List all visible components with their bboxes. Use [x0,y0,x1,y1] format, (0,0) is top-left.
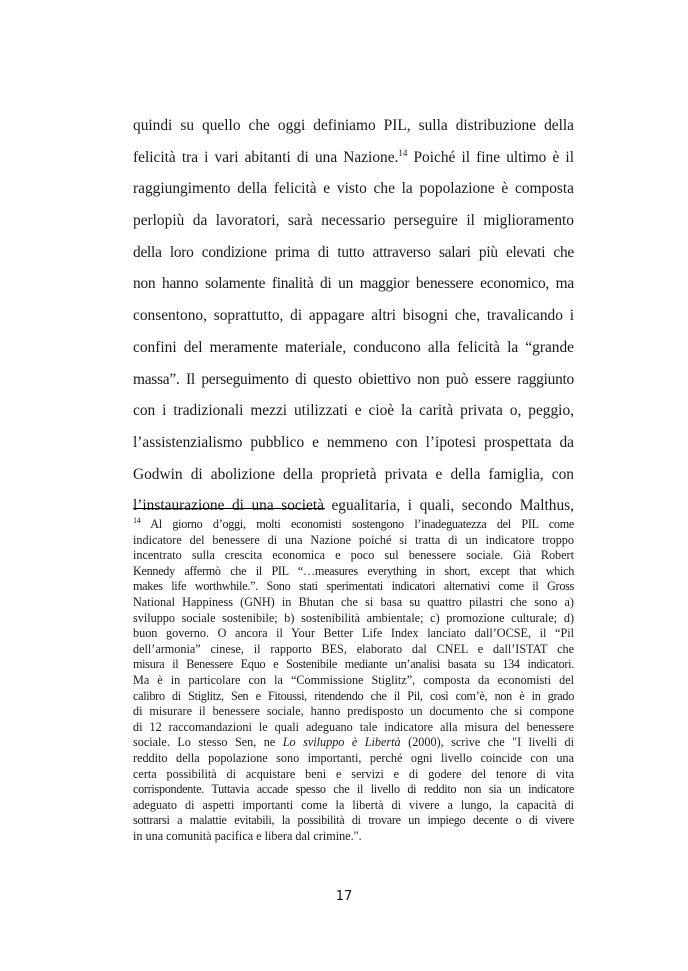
footnote-line: reddito della popolazione sono importanti, perché ogni livello coincide con una [133,750,574,765]
footnote-line: dell’armonia” cinese, il rapporto BES, elaborato dal CNEL e dall’ISTAT che [133,641,574,656]
footnote-line: buon governo. O ancora il Your Better Life Index lanciato dall’OCSE, il “Pil [133,626,574,641]
footnote-line: indicatore del benessere di una Nazione poiché si tratta di un indicatore troppo [133,532,574,547]
body-line: della loro condizione prima di tutto attraverso salari più elevati che [133,243,574,261]
footnote-number: 14 [133,515,141,525]
body-line: l’assistenzialismo pubblico e nemmeno con l’ipotesi prospettata da [133,433,574,451]
footnote-line [133,517,574,533]
footnote-line: sottrarsi a malattie evitabili, la possibilità di trovare un impiego decente o di vivere [133,813,574,828]
footnote-line: National Happiness (GNH) in Bhutan che si basa su quattro pilastri che sono a) [133,594,574,609]
body-line: raggiungimento della felicità e visto che la popolazione è composta [133,180,574,198]
footnote-line: sviluppo sociale sostenibile; b) sostenibilità ambientale; c) promozione culturale; d) [133,610,574,625]
body-line: Godwin di abolizione della proprietà privata e della famiglia, con [133,465,574,483]
footnote-separator [133,508,325,509]
body-line: l’instaurazione di una società egualitaria, i quali, secondo Malthus, [133,497,574,515]
body-line: perlopiù da lavoratori, sarà necessario perseguire il miglioramento [133,212,574,230]
footnote-line: Ma è in particolare con la “Commissione Stiglitz”, composta da economisti del [133,672,574,687]
body-line: consentono, soprattutto, di appagare altri bisogni che, travalicando i [133,307,574,325]
footnote-line: certa possibilità di acquistare beni e servizi e di godere del tenore di vita [133,766,574,781]
footnote-line [133,735,574,751]
footnote-line: di 12 raccomandazioni le quali adeguano tale indicatore alla misura del benessere [133,719,574,734]
body-text-fragment: felicità tra i vari abitanti di una Nazione. [133,148,399,166]
page-number: 17 [335,889,353,904]
footnote [133,517,574,844]
footnote-reference[interactable]: 14 [398,147,408,158]
body-line: quindi su quello che oggi definiamo PIL, sulla distribuzione della [133,117,574,134]
footnote-line: di misurare il benessere sociale, hanno predisposto un documento che si compone [133,704,574,719]
footnote-line: adeguato di aspetti importanti come la libertà di vivere a lungo, la capacità di [133,797,574,812]
footnote-line: in una comunità pacifica e libera dal crimine.". [133,828,362,843]
footnote-text-fragment: Al giorno d’oggi, molti economisti sostengono l’inadeguatezza del PIL come [140,517,574,531]
body-text-fragment: Poiché il fine ultimo è il [407,148,574,166]
body-line [133,142,574,174]
footnote-text-fragment: (2000), scrive che "I livelli di [400,735,575,750]
footnote-line: misura il Benessere Equo e Sostenibile mediante un’analisi basata su 134 indicatori. [133,657,574,672]
body-line: non hanno solamente finalità di un maggior benessere economico, ma [133,275,574,293]
footnote-line: corrispondente. Tuttavia accade spesso che il livello di reddito non sia un indicatore [133,782,574,797]
body-paragraph [133,110,574,522]
footnote-line: makes life worthwhile.”. Sono stati sperimentati indicatori alternativi come il Gross [133,579,574,594]
footnote-line: calibro di Stiglitz, Sen e Fitoussi, ritendendo che il Pil, così com’è, non è in grado [133,688,574,703]
footnote-text-fragment: sociale. Lo stesso Sen, ne [133,735,283,750]
body-line: con i tradizionali mezzi utilizzati e cioè la carità privata o, peggio, [133,402,574,420]
body-line: massa”. Il perseguimento di questo obiettivo non può essere raggiunto [133,370,574,388]
book-title: Lo sviluppo è Libertà [282,735,401,750]
footnote-line: incentrato sulla crescita economica e poco sul benessere sociale. Già Robert [133,548,574,563]
footnote-line: Kennedy affermò che il PIL “…measures everything in short, except that which [133,563,574,578]
body-line: confini del meramente materiale, conducono alla felicità la “grande [133,338,574,356]
